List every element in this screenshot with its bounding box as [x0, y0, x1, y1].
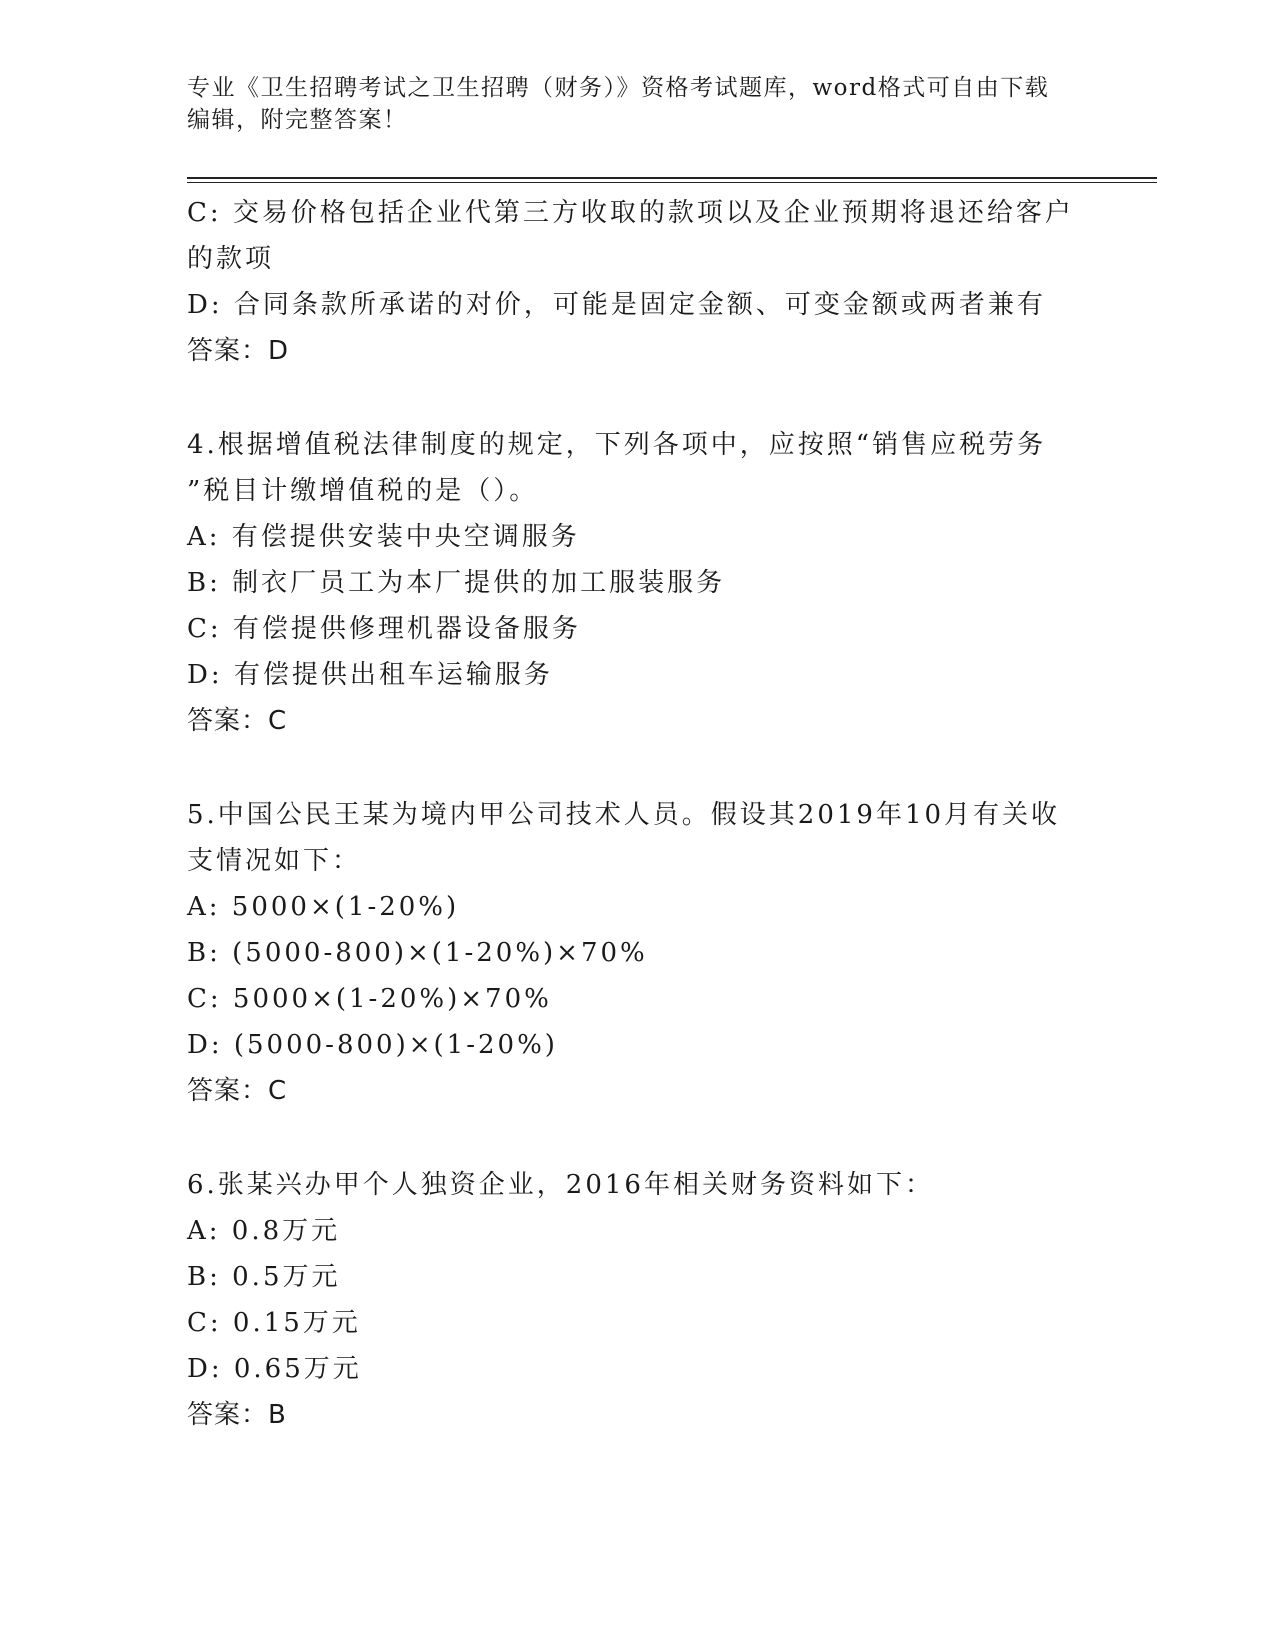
answer: 答案：B: [187, 1400, 287, 1430]
spacer: [187, 744, 1087, 792]
answer: 答案：D: [187, 336, 290, 366]
option-a: A: 有偿提供安装中央空调服务: [187, 522, 580, 552]
spacer: [187, 1114, 1087, 1162]
option-b: B: (5000-800)×(1-20%)×70%: [187, 938, 648, 968]
question-5: [187, 792, 1087, 1114]
question-stem-line-1: 4.根据增值税法律制度的规定，下列各项中，应按照“销售应税劳务: [187, 430, 1047, 460]
question-stem-line-2: ”税目计缴增值税的是（）。: [187, 476, 539, 506]
option-b: B: 制衣厂员工为本厂提供的加工服装服务: [187, 568, 726, 598]
header-rule-thick: [187, 177, 1157, 179]
option-c: C: 0.15万元: [187, 1308, 361, 1338]
question-3-tail: [187, 190, 1087, 374]
question-stem-line-2: 支情况如下：: [187, 846, 362, 876]
option-d: D: 0.65万元: [187, 1354, 362, 1384]
option-c: C: 5000×(1-20%)×70%: [187, 984, 552, 1014]
header-line-2: 编辑，附完整答案！: [187, 107, 408, 133]
option-c-line-1: C: 交易价格包括企业代第三方收取的款项以及企业预期将退还给客户: [187, 198, 1074, 228]
answer: 答案：C: [187, 706, 288, 736]
option-d: D: 合同条款所承诺的对价，可能是固定金额、可变金额或两者兼有: [187, 290, 1046, 320]
answer: 答案：C: [187, 1076, 288, 1106]
header-line-1: 专业《卫生招聘考试之卫生招聘（财务）》资格考试题库，word格式可自由下载: [187, 75, 1050, 101]
option-c: C: 有偿提供修理机器设备服务: [187, 614, 581, 644]
option-d: D: (5000-800)×(1-20%): [187, 1030, 558, 1060]
question-stem-line-1: 6.张某兴办甲个人独资企业，2016年相关财务资料如下：: [187, 1170, 934, 1200]
option-b: B: 0.5万元: [187, 1262, 341, 1292]
option-d: D: 有偿提供出租车运输服务: [187, 660, 553, 690]
document-header: [187, 72, 1087, 136]
option-a: A: 5000×(1-20%): [187, 892, 460, 922]
spacer: [187, 374, 1087, 422]
question-6: [187, 1162, 1087, 1438]
option-c-line-2: 的款项: [187, 244, 275, 274]
option-a: A: 0.8万元: [187, 1216, 341, 1246]
question-stem-line-1: 5.中国公民王某为境内甲公司技术人员。假设其2019年10月有关收: [187, 800, 1061, 830]
question-4: [187, 422, 1087, 744]
question-list: [187, 190, 1087, 1438]
header-rule-thin: [187, 182, 1157, 183]
